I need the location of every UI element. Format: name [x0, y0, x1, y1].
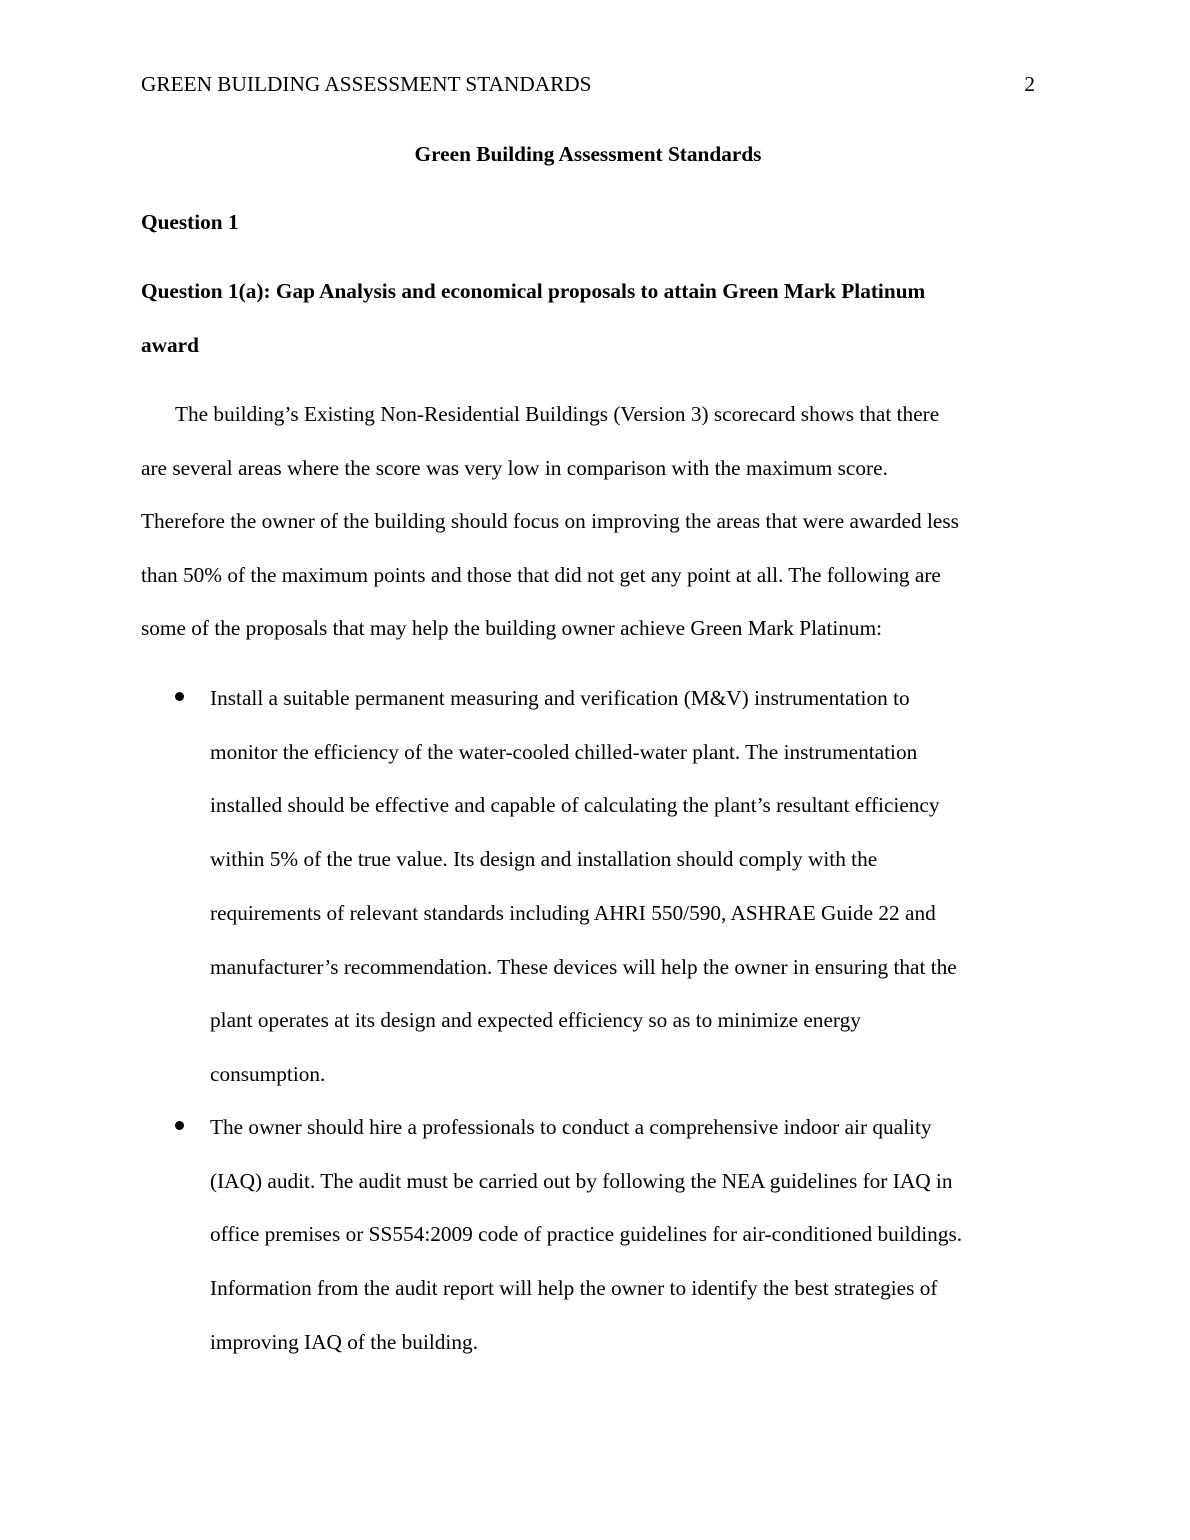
list-item-line: within 5% of the true value. Its design and installation should comply with the — [210, 847, 878, 872]
list-item-text — [210, 1101, 1040, 1370]
document-title: Green Building Assessment Standards — [414, 142, 762, 166]
paragraph-line: The building’s Existing Non-Residential Buildings (Version 3) scorecard shows that there — [175, 402, 940, 426]
bullet-icon — [175, 1121, 184, 1130]
list-item-line: monitor the efficiency of the water-cooled chilled-water plant. The instrumentation — [210, 739, 918, 764]
list-item-line: manufacturer’s recommendation. These devices will help the owner in ensuring that the — [210, 954, 957, 979]
bullet-icon — [175, 692, 184, 701]
list-item-line: installed should be effective and capable of calculating the plant’s resultant efficiency — [210, 793, 940, 818]
list-item-line: The owner should hire a professionals to conduct a comprehensive indoor air quality — [210, 1115, 932, 1139]
page-number: 2 — [1024, 72, 1035, 96]
list-item-line: requirements of relevant standards including AHRI 550/590, ASHRAE Guide 22 and — [210, 900, 936, 925]
heading-line: award — [141, 332, 199, 357]
question-1a-heading — [141, 265, 1035, 372]
list-item-line: (IAQ) audit. The audit must be carried out by following the NEA guidelines for IAQ in — [210, 1168, 953, 1193]
list-item-line: plant operates at its design and expected efficiency so as to minimize energy — [210, 1008, 861, 1033]
paragraph-line: than 50% of the maximum points and those that did not get any point at all. The following are — [141, 562, 941, 587]
list-item-line: Install a suitable permanent measuring and verification (M&V) instrumentation to — [210, 686, 910, 710]
paragraph-line: are several areas where the score was very low in comparison with the maximum score. — [141, 455, 888, 480]
running-header-title: GREEN BUILDING ASSESSMENT STANDARDS — [141, 72, 592, 96]
list-item-line: office premises or SS554:2009 code of practice guidelines for air-conditioned buildings. — [210, 1222, 963, 1247]
running-header — [141, 70, 1035, 98]
list-item-line: Information from the audit report will help the owner to identify the best strategies of — [210, 1276, 938, 1301]
heading-line: Question 1(a): Gap Analysis and economical proposals to attain Green Mark Platinum — [141, 279, 926, 303]
list-item-line: consumption. — [210, 1061, 326, 1086]
question-1-heading: Question 1 — [141, 210, 239, 234]
list-item-text — [210, 672, 1040, 1102]
list-item-line: improving IAQ of the building. — [210, 1329, 478, 1354]
paragraph-line: some of the proposals that may help the building owner achieve Green Mark Platinum: — [141, 616, 883, 641]
paragraph-line: Therefore the owner of the building should focus on improving the areas that were awarded less — [141, 509, 959, 534]
intro-paragraph — [141, 388, 1035, 656]
